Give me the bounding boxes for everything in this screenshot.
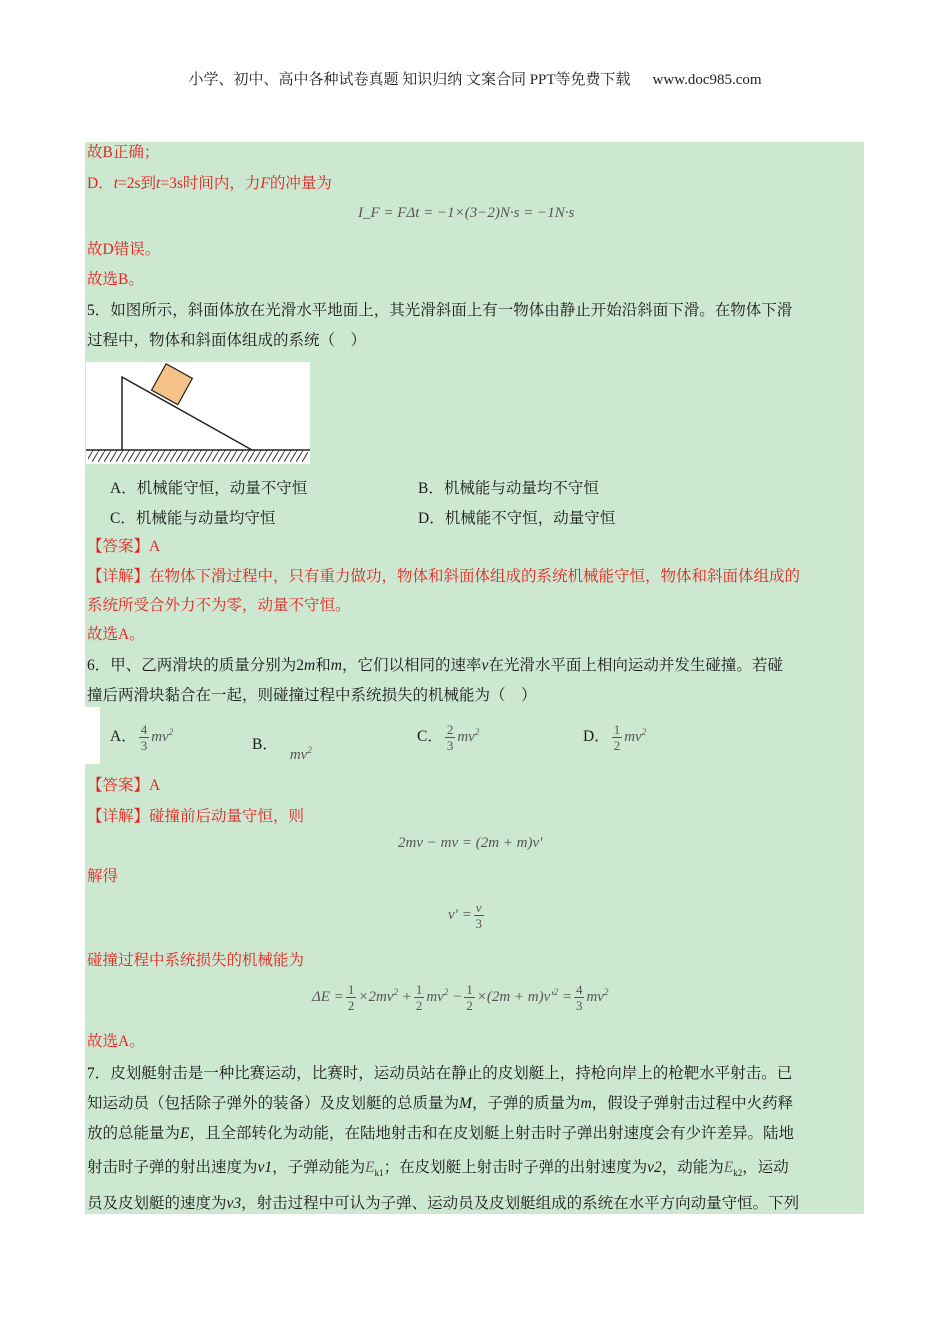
option-c: C．机械能与动量均守恒 <box>110 510 276 527</box>
impulse-formula: I_F = FΔt = −1×(3−2)N·s = −1N·s <box>358 205 575 221</box>
energy-loss-equation: ΔE = $\frac{1}{2}$ $\times 2mv^2$ + $\frac{1}{2}$ $mv^2$ − $\frac{1}{2}$ $\times(2m + m)v'^2$ = $\frac{4}{3}$ $mv^2$ <box>312 982 609 1013</box>
header-url: www.doc985.com <box>652 72 762 88</box>
question-stem: 员及皮划艇的速度为v3，射击过程中可认为子弹、运动员及皮划艇组成的系统在水平方向动量守恒。下列 <box>87 1195 800 1212</box>
white-patch <box>85 707 100 764</box>
velocity-equation: v′ = $\frac{v}{3}$ <box>448 900 482 931</box>
question-stem: 过程中，物体和斜面体组成的系统（ ） <box>87 332 367 349</box>
option-c: C． $\frac{2}{3}$ $mv^2$ <box>417 722 480 753</box>
text-line: 故选B。 <box>87 271 144 288</box>
text-line: 解得 <box>87 868 119 885</box>
text-line: 故B正确； <box>87 144 160 161</box>
incline-figure <box>86 362 310 464</box>
momentum-equation: 2mv − mv = (2m + m)v′ <box>398 835 543 851</box>
question-stem: 撞后两滑块黏合在一起，则碰撞过程中系统损失的机械能为（ ） <box>87 687 537 704</box>
detail: 【详解】碰撞前后动量守恒，则 <box>87 808 305 825</box>
option-b: B．机械能与动量均不守恒 <box>418 480 599 497</box>
question-stem: 放的总能量为E，且全部转化为动能，在陆地射击和在皮划艇上射击时子弹出射速度会有少许差异。陆地 <box>87 1125 794 1142</box>
detail: 【详解】在物体下滑过程中，只有重力做功，物体和斜面体组成的系统机械能守恒，物体和斜面体组成的 <box>87 568 801 585</box>
question-stem: 知运动员（包括除子弹外的装备）及皮划艇的总质量为M，子弹的质量为m，假设子弹射击过程中火药释 <box>87 1095 794 1112</box>
option-b: B．$mv^2$ <box>252 736 312 763</box>
header-text: 小学、初中、高中各种试卷真题 知识归纳 文案合同 PPT等免费下载 <box>188 72 631 88</box>
option-d: D． $\frac{1}{2}$ $mv^2$ <box>583 722 647 753</box>
option-a: A． $\frac{4}{3}$ $mv^2$ <box>110 722 174 753</box>
text-line: 故D错误。 <box>87 241 161 258</box>
detail: 系统所受合外力不为零，动量不守恒。 <box>87 597 351 614</box>
option-d: D．机械能不守恒，动量守恒 <box>418 510 616 527</box>
answer: 【答案】A <box>87 777 161 794</box>
incline-diagram <box>86 362 310 464</box>
text-line: 碰撞过程中系统损失的机械能为 <box>87 952 305 969</box>
question-stem: 7．皮划艇射击是一种比赛运动，比赛时，运动员站在静止的皮划艇上，持枪向岸上的枪靶水平射击。已 <box>87 1065 793 1082</box>
question-stem: 5．如图所示，斜面体放在光滑水平地面上，其光滑斜面上有一物体由静止开始沿斜面下滑。在物体下滑 <box>87 302 793 319</box>
conclusion: 故选A。 <box>87 626 145 643</box>
question-stem: 射击时子弹的射出速度为v1，子弹动能为$E_{k1}$；在皮划艇上射击时子弹的出射速度为v2，动能为$E_{k2}$，运动 <box>87 1159 789 1179</box>
text-line: D．t=2s到t=3s时间内，力F的冲量为 <box>87 175 332 192</box>
answer: 【答案】A <box>87 538 161 555</box>
page-header <box>0 68 950 89</box>
conclusion: 故选A。 <box>87 1033 145 1050</box>
question-stem: 6．甲、乙两滑块的质量分别为2m和m，它们以相同的速率v在光滑水平面上相向运动并发生碰撞。若碰 <box>87 657 783 674</box>
option-a: A．机械能守恒，动量不守恒 <box>110 480 308 497</box>
